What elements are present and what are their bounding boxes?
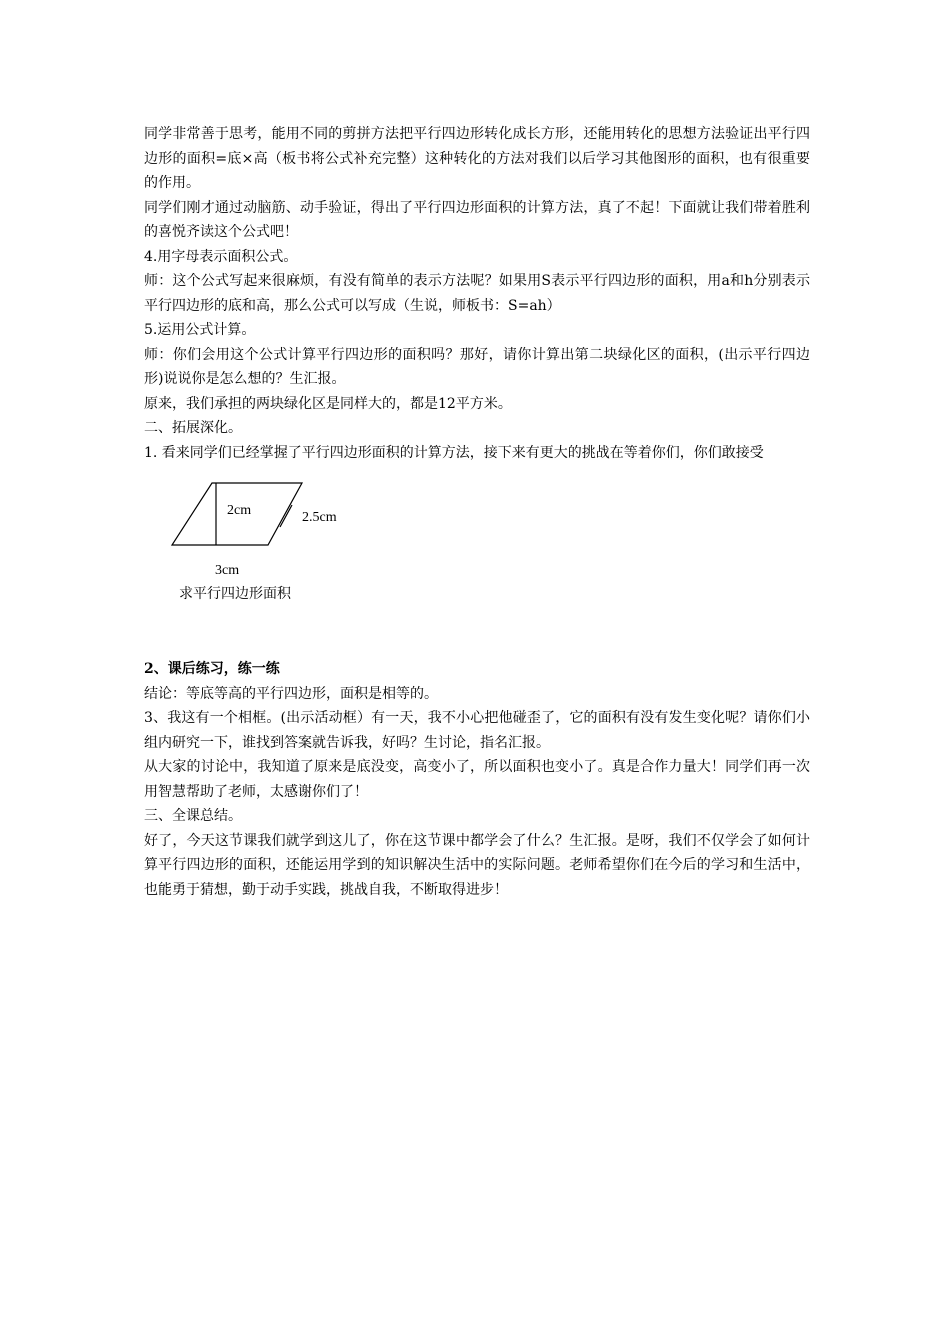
paragraph-conclusion: 结论：等底等高的平行四边形，面积是相等的。 [144, 685, 438, 702]
paragraph-discussion-result: 从大家的讨论中，我知道了原来是底没变，高变小了，所以面积也变小了。真是合作力量大！同学们再一次用智慧帮助了老师，太感谢你们了！ [144, 759, 810, 800]
paragraph-teacher-apply: 师：你们会用这个公式计算平行四边形的面积吗？那好，请你计算出第二块绿化区的面积，(出示平行四边形)说说你是怎么想的？生汇报。 [144, 346, 810, 387]
section-heading-practice: 2、课后练习，练一练 [144, 661, 280, 677]
paragraph-photo-frame: 3、我这有一个相框。(出示活动框）有一天，我不小心把他碰歪了，它的面积有没有发生变化呢？请你们小组内研究一下，谁找到答案就告诉我，好吗？生讨论，指名汇报。 [144, 710, 810, 751]
paragraph-closing: 好了，今天这节课我们就学到这儿了，你在这节课中都学会了什么？生汇报。是呀，我们不仅学会了如何计算平行四边形的面积，还能运用学到的知识解决生活中的实际问题。老师希望你们在今后的学习和生活中，也能勇于猜想，勤于动手实践，挑战自我，不断取得进步！ [144, 832, 810, 898]
paragraph-same-area: 原来，我们承担的两块绿化区是同样大的，都是12平方米。 [144, 395, 512, 412]
paragraph-read-formula: 同学们刚才通过动脑筋、动手验证，得出了平行四边形面积的计算方法，真了不起！下面就让我们带着胜利的喜悦齐读这个公式吧！ [144, 199, 810, 240]
paragraph-challenge: 1. 看来同学们已经掌握了平行四边形面积的计算方法，接下来有更大的挑战在等着你们，你们敢接受 [144, 444, 764, 461]
document-page [144, 122, 810, 902]
step-heading-letter-formula: 4.用字母表示面积公式。 [144, 248, 298, 265]
paragraph-teacher-letter-formula: 师：这个公式写起来很麻烦，有没有简单的表示方法呢？如果用S表示平行四边形的面积，用a和h分别表示平行四边形的底和高，那么公式可以写成（生说，师板书：S=ah） [144, 273, 810, 314]
step-heading-apply-formula: 5.运用公式计算。 [144, 322, 256, 338]
side-label: 2.5cm [302, 510, 337, 525]
section-heading-summary: 三、全课总结。 [144, 808, 242, 824]
side-label-pointer [280, 505, 292, 527]
height-label: 2cm [227, 503, 252, 518]
base-label: 3cm [215, 563, 240, 578]
figure-caption: 求平行四边形面积 [179, 587, 291, 602]
parallelogram-figure [144, 475, 810, 657]
paragraph-summary-transformation: 同学非常善于思考，能用不同的剪拼方法把平行四边形转化成长方形，还能用转化的思想方法验证出平行四边形的面积=底×高（板书将公式补充完整）这种转化的方法对我们以后学习其他图形的面积，也有很重要的作用。 [144, 126, 810, 191]
section-heading-extension: 二、拓展深化。 [144, 420, 242, 436]
parallelogram-diagram [144, 475, 384, 555]
